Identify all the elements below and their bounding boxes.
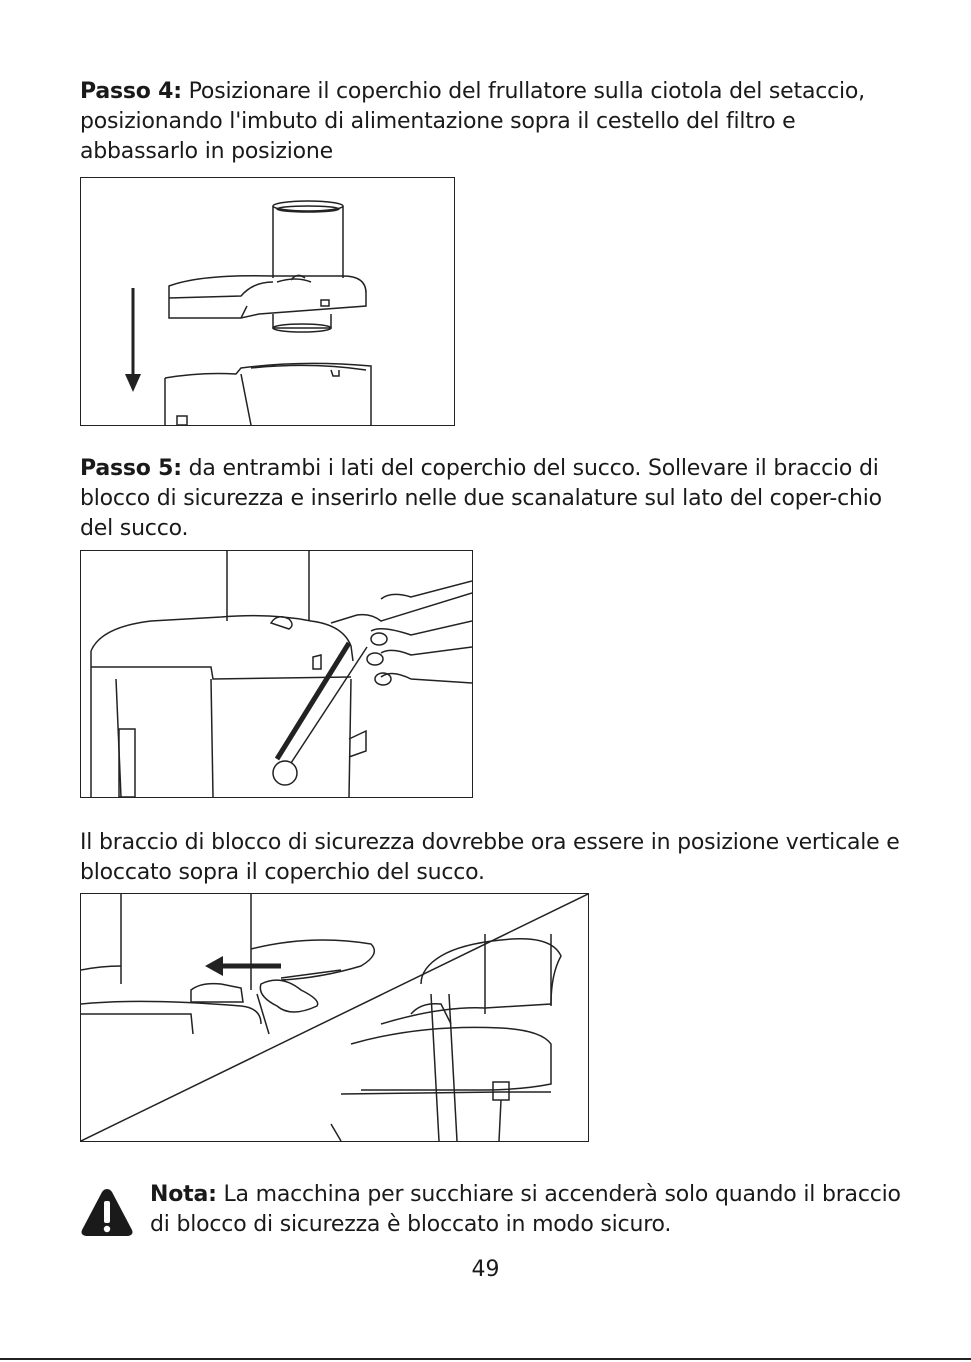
lock-info-paragraph — [80, 828, 910, 888]
warning-note — [80, 1180, 900, 1244]
lock-info-text: Il braccio di blocco di sicurezza dovrebbe ora essere in posizione verticale e bloccato sopra il coperchio del succo. — [80, 830, 900, 885]
step4-text: Posizionare il coperchio del frullatore sulla ciotola del setaccio, posizionando l'imbuto di alimentazione sopra il cestello del filtro e abbassarlo in posizione — [80, 79, 865, 164]
note-text: La macchina per succhiare si accenderà solo quando il braccio di blocco di sicurezza è bloccato in modo sicuro. — [150, 1182, 901, 1237]
step4-paragraph — [80, 77, 910, 167]
warning-icon — [80, 1186, 134, 1238]
note-paragraph — [150, 1180, 910, 1240]
step5-text: da entrambi i lati del coperchio del succo. Sollevare il braccio di blocco di sicurezza e inserirlo nelle due scanalature sul lato del coper-chio del succo. — [80, 456, 882, 541]
page-number: 49 — [471, 1257, 500, 1282]
step4-label: Passo 4: — [80, 79, 182, 104]
figure-lift-arm — [80, 550, 473, 798]
bottom-rule — [0, 1358, 971, 1360]
step5-label: Passo 5: — [80, 456, 182, 481]
note-label: Nota: — [150, 1182, 217, 1207]
figure-lid-placement — [80, 177, 455, 426]
step5-paragraph — [80, 454, 910, 544]
figure-arm-locked — [80, 893, 589, 1142]
